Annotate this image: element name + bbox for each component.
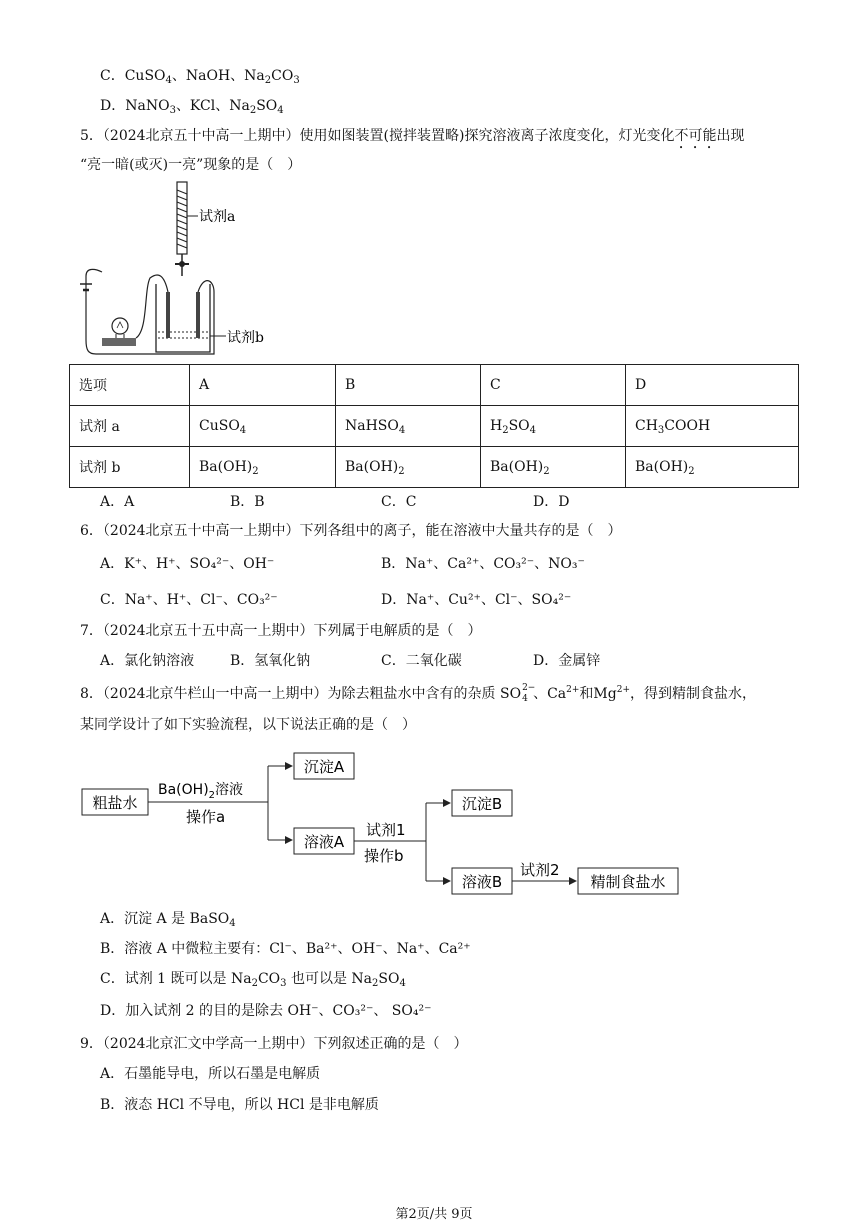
table-cell: $H_2SO_4$ — [481, 406, 626, 447]
label-reagent-a: 试剂a — [199, 209, 236, 225]
q6-option-d: D．Na⁺、Cu²⁺、Cl⁻、SO₄²⁻ — [381, 592, 572, 608]
q5-options-table — [69, 364, 799, 488]
flow-end-label: 精制食盐水 — [590, 873, 666, 891]
q9-option-a: A．石墨能导电，所以石墨是电解质 — [100, 1066, 321, 1082]
electrode-left — [166, 292, 170, 338]
q8-stem-line2: 某同学设计了如下实验流程，以下说法正确的是（ ） — [80, 717, 416, 733]
q6-option-b: B．Na⁺、Ca²⁺、CO₃²⁻、NO₃⁻ — [381, 556, 585, 572]
q8-option-a: A．沉淀 A 是 BaSO$_4$ — [100, 911, 236, 929]
q7-stem: 7．（2024北京五十五中高一上期中）下列属于电解质的是（ ） — [80, 623, 482, 639]
label-reagent-b: 试剂b — [227, 330, 264, 346]
table-cell: C — [481, 365, 626, 406]
flow-op-b-label: 操作b — [364, 847, 404, 865]
q8-flowchart — [80, 748, 690, 898]
table-row — [70, 406, 799, 447]
table-cell: $Ba(OH)_2$ — [190, 447, 336, 488]
q5-choice-d: D．D — [533, 494, 570, 510]
electrode-right — [196, 292, 200, 338]
flow-reagent3-label: 试剂2 — [520, 861, 560, 879]
q5-stem: 5．（2024北京五十中高一上期中）使用如图装置(搅拌装置略)探究溶液离子浓度变化，灯光变化不可能出现 — [80, 128, 745, 144]
table-cell: A — [190, 365, 336, 406]
table-cell: D — [626, 365, 799, 406]
beaker — [156, 284, 210, 352]
table-cell: $Ba(OH)_2$ — [336, 447, 481, 488]
q5-stem-line2: “亮一暗(或灭)一亮”现象的是（ ） — [80, 157, 302, 173]
q9-stem: 9．（2024北京汇文中学高一上期中）下列叙述正确的是（ ） — [80, 1036, 468, 1052]
flow-sol-b-label: 溶液B — [461, 873, 503, 891]
q6-option-c: C．Na⁺、H⁺、Cl⁻、CO₃²⁻ — [100, 592, 278, 608]
q8-stem: 8．（2024北京牛栏山一中高一上期中）为除去粗盐水中含有的杂质 SO 2− 4 、$Ca^{2+}$和$Mg^{2+}$，得到精制食盐水， — [80, 683, 756, 704]
q4-option-c: C．CuSO$_4$、NaOH、$Na_2CO_3$ — [100, 68, 300, 86]
bulb-base — [102, 338, 136, 346]
table-row — [70, 447, 799, 488]
q5-choice-a: A．A — [100, 494, 135, 510]
table-cell: $CH_3COOH$ — [626, 406, 799, 447]
q7-choice-b: B．氢氧化钠 — [230, 653, 311, 669]
q5-choice-b: B．B — [230, 494, 265, 510]
flow-ppt-b-label: 沉淀B — [461, 795, 503, 813]
flow-op-a-label: 操作a — [186, 808, 226, 826]
q7-choice-c: C．二氧化碳 — [381, 653, 462, 669]
q5-choice-c: C．C — [381, 494, 417, 510]
q6-option-a: A．K⁺、H⁺、SO₄²⁻、OH⁻ — [100, 556, 275, 572]
q7-choice-d: D．金属锌 — [533, 653, 601, 669]
table-cell: CuSO$_4$ — [190, 406, 336, 447]
apparatus-figure — [74, 180, 284, 358]
burette — [177, 182, 187, 254]
table-cell: NaHSO$_4$ — [336, 406, 481, 447]
q4-option-d: D．NaNO$_3$、KCl、$Na_2SO_4$ — [100, 98, 284, 116]
table-cell: 选项 — [70, 365, 190, 406]
table-cell: 试剂 b — [70, 447, 190, 488]
q7-choice-a: A．氯化钠溶液 — [100, 653, 195, 669]
q8-option-b: B．溶液 A 中微粒主要有：Cl⁻、Ba²⁺、OH⁻、Na⁺、Ca²⁺ — [100, 941, 471, 957]
page-footer: 第2页/共 9页 — [395, 1207, 473, 1222]
flow-reagent1-label: $Ba(OH)_2$溶液 — [158, 782, 244, 801]
flow-sol-a-label: 溶液A — [303, 833, 345, 851]
table-cell: B — [336, 365, 481, 406]
q6-stem: 6．（2024北京五十中高一上期中）下列各组中的离子，能在溶液中大量共存的是（ ） — [80, 523, 622, 539]
q8-option-d: D．加入试剂 2 的目的是除去 OH⁻、CO₃²⁻、 SO₄²⁻ — [100, 1003, 432, 1019]
table-cell: 试剂 a — [70, 406, 190, 447]
q8-option-c: C．试剂 1 既可以是 $Na_2CO_3$ 也可以是 $Na_2SO_4$ — [100, 971, 406, 989]
table-cell: $Ba(OH)_2$ — [481, 447, 626, 488]
q9-option-b: B．液态 HCl 不导电，所以 HCl 是非电解质 — [100, 1097, 379, 1113]
flow-ppt-a-label: 沉淀A — [303, 758, 345, 776]
table-cell: $Ba(OH)_2$ — [626, 447, 799, 488]
flow-reagent2-label: 试剂1 — [366, 821, 406, 839]
table-row — [70, 365, 799, 406]
bulb-icon — [112, 318, 128, 334]
flow-start-label: 粗盐水 — [92, 794, 138, 812]
